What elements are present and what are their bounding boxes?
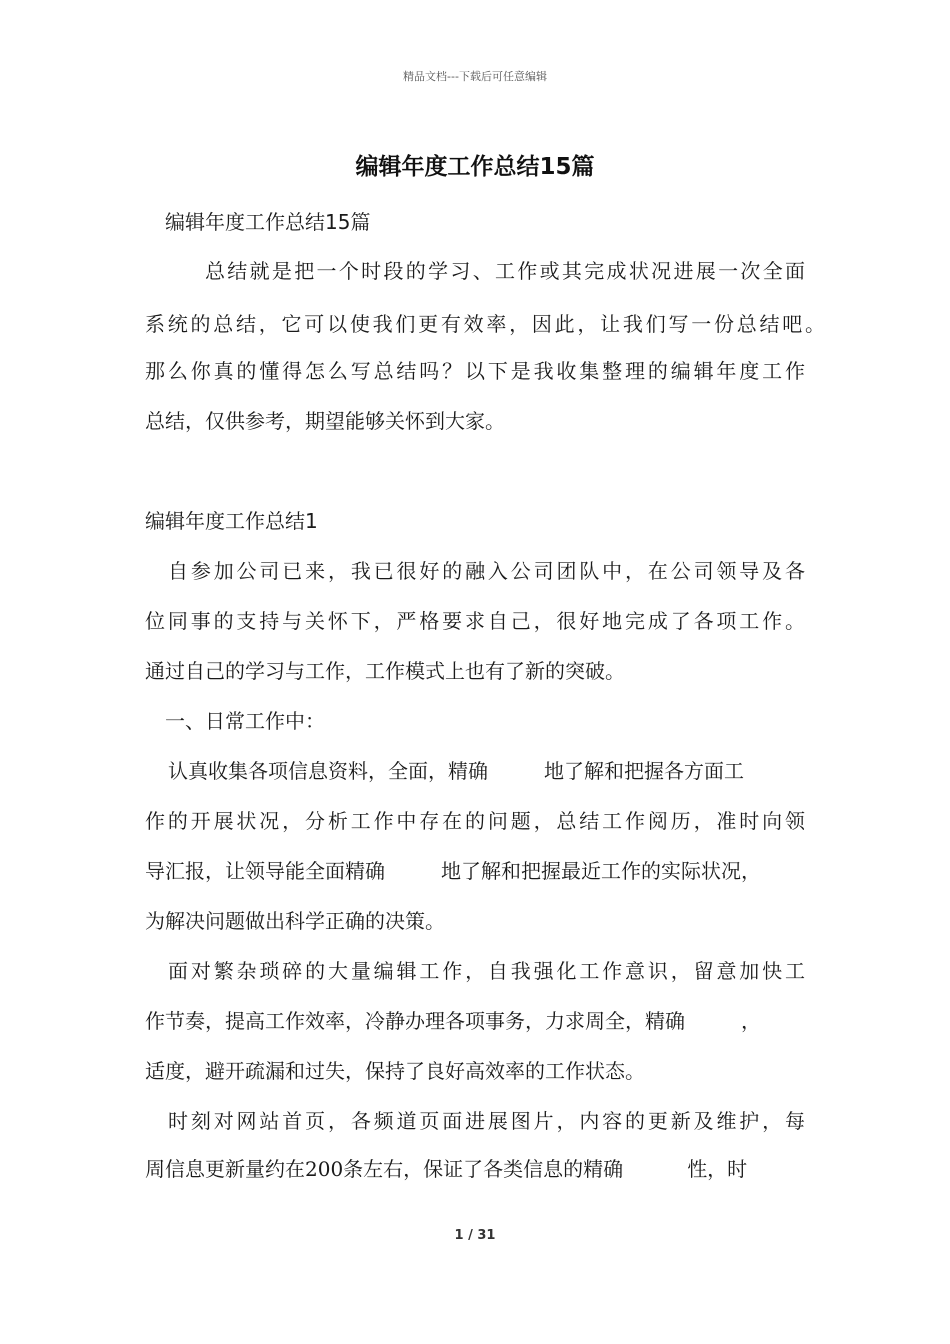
para3-line-3: 适度，避开疏漏和过失，保持了良好高效率的工作状态。 [145, 1059, 645, 1083]
para1-line-1: 自参加公司已来，我已很好的融入公司团队中，在公司领导及各 [168, 559, 805, 583]
intro-line-2: 系统的总结，它可以使我们更有效率，因此，让我们写一份总结吧。 [145, 312, 825, 336]
para3-line-2-part-b: ， [741, 1009, 761, 1033]
page-header: 精品文档---下载后可任意编辑 [403, 70, 547, 83]
para3-line-2-part-a: 作节奏，提高工作效率，冷静办理各项事务，力求周全，精确 [145, 1009, 685, 1033]
document-subtitle: 编辑年度工作总结15篇 [165, 210, 371, 234]
intro-line-1: 总结就是把一个时段的学习、工作或其完成状况进展一次全面 [205, 259, 805, 283]
para1-line-2: 位同事的支持与关怀下，严格要求自己，很好地完成了各项工作。 [145, 609, 805, 633]
para2-line-1 [168, 757, 805, 785]
para4-line-2-part-a: 周信息更新量约在200条左右，保证了各类信息的精确 [145, 1157, 624, 1181]
para3-line-1: 面对繁杂琐碎的大量编辑工作，自我强化工作意识，留意加快工 [168, 959, 805, 983]
subheading-daily-work: 一、日常工作中： [165, 709, 325, 733]
intro-line-4: 总结，仅供参考，期望能够关怀到大家。 [145, 409, 505, 433]
para2-line-3-part-b: 地了解和把握最近工作的实际状况， [441, 859, 761, 883]
para1-line-3: 通过自己的学习与工作，工作模式上也有了新的突破。 [145, 659, 625, 683]
para2-line-3-part-a: 导汇报，让领导能全面精确 [145, 859, 385, 883]
page-number: 1 / 31 [454, 1228, 496, 1243]
para4-line-2-part-b: 性，时 [687, 1157, 748, 1181]
para2-line-3 [145, 857, 825, 885]
section-heading-1: 编辑年度工作总结1 [145, 509, 318, 533]
para2-line-1-part-a: 认真收集各项信息资料，全面，精确 [168, 759, 488, 783]
para3-line-2 [145, 1007, 825, 1035]
para2-line-1-part-b: 地了解和把握各方面工 [544, 759, 744, 783]
para4-line-1: 时刻对网站首页，各频道页面进展图片，内容的更新及维护，每 [168, 1109, 805, 1133]
intro-line-3: 那么你真的懂得怎么写总结吗？以下是我收集整理的编辑年度工作 [145, 359, 805, 383]
document-title: 编辑年度工作总结15篇 [355, 154, 595, 180]
para2-line-2: 作的开展状况，分析工作中存在的问题，总结工作阅历，准时向领 [145, 809, 805, 833]
para2-line-4: 为解决问题做出科学正确的决策。 [145, 909, 445, 933]
para4-line-2 [145, 1155, 825, 1183]
